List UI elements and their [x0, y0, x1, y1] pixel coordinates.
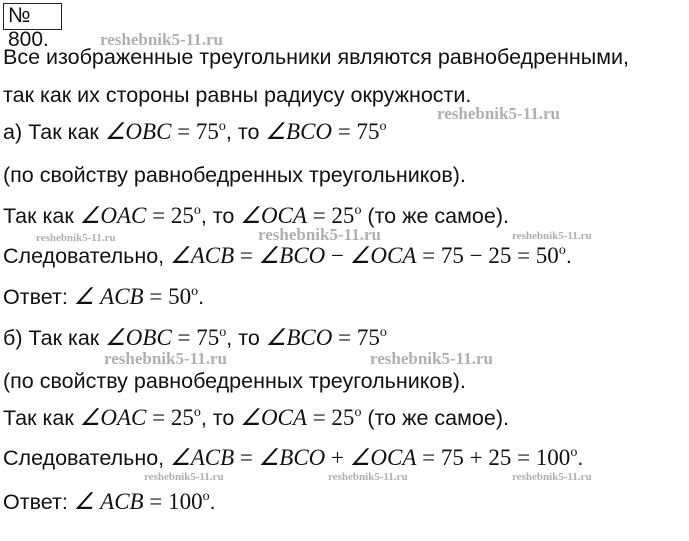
watermark: reshebnik5-11.ru — [144, 471, 224, 483]
degree-sign: o — [379, 119, 387, 134]
text: , то — [200, 204, 241, 228]
value: = 75 — [332, 119, 380, 144]
degree-sign: o — [558, 243, 566, 258]
angle-obc: ∠OBC — [104, 119, 172, 144]
degree-sign: o — [218, 119, 226, 134]
angle-bco: ∠BCO — [258, 445, 326, 470]
calculation: = 75 + 25 = 100 — [416, 445, 571, 470]
angle-acb: ∠ACB — [170, 445, 235, 470]
watermark: reshebnik5-11.ru — [100, 30, 223, 49]
value: = 25 — [306, 405, 355, 430]
intro-line-1: Все изображенные треугольники являются равнобедренными, — [3, 45, 629, 69]
operator: = — [234, 445, 259, 470]
text: . — [198, 285, 205, 309]
part-b-line-3 — [3, 405, 509, 431]
part-a-line-1 — [3, 119, 387, 145]
watermark: reshebnik5-11.ru — [370, 349, 493, 368]
angle-oca: ∠OCA — [240, 405, 307, 430]
angle-acb: ∠ACB — [170, 243, 235, 268]
value: = 75 — [171, 119, 219, 144]
angle-oac: ∠OAC — [79, 203, 147, 228]
text: , то — [226, 326, 266, 350]
text: , то — [200, 406, 241, 430]
degree-sign: o — [379, 325, 387, 340]
part-a-line-3 — [3, 203, 509, 229]
intro-line-2: так как их стороны равны радиусу окружности. — [3, 83, 472, 107]
text: Следовательно, — [3, 446, 171, 470]
watermark: reshebnik5-11.ru — [328, 471, 408, 483]
angle-bco: ∠BCO — [265, 119, 333, 144]
angle-obc: ∠OBC — [105, 325, 172, 350]
degree-sign: o — [202, 489, 210, 504]
value: = 75 — [171, 325, 220, 350]
text: Так как — [3, 204, 80, 228]
degree-sign: o — [191, 284, 199, 299]
value: = 25 — [306, 203, 355, 228]
part-a-line-4 — [3, 243, 572, 269]
answer-value: = 100 — [143, 489, 203, 514]
angle-acb: ∠ ACB — [73, 284, 144, 309]
operator: − — [325, 243, 350, 268]
watermark: reshebnik5-11.ru — [512, 471, 592, 483]
part-b-line-2: (по свойству равнобедренных треугольников). — [3, 369, 466, 393]
value: = 25 — [146, 405, 194, 430]
text: . — [565, 244, 572, 268]
degree-sign: o — [193, 203, 201, 218]
text: Так как — [3, 406, 80, 430]
angle-bco: ∠BCO — [265, 325, 333, 350]
angle-oca: ∠OCA — [349, 445, 417, 470]
watermark: reshebnik5-11.ru — [437, 104, 560, 123]
watermark: reshebnik5-11.ru — [512, 230, 592, 242]
degree-sign: o — [354, 405, 362, 420]
watermark: reshebnik5-11.ru — [258, 225, 381, 244]
calculation: = 75 − 25 = 50 — [416, 243, 559, 268]
degree-sign: o — [219, 325, 227, 340]
angle-oca: ∠OCA — [240, 203, 307, 228]
answer-value: = 50 — [143, 284, 192, 309]
part-a-line-2: (по свойству равнобедренных треугольников). — [3, 163, 466, 187]
text: (то же самое). — [361, 406, 509, 430]
text: а) Так как — [3, 120, 105, 144]
angle-acb: ∠ ACB — [73, 489, 144, 514]
answer-label: Ответ: — [3, 285, 74, 309]
angle-oac: ∠OAC — [79, 405, 147, 430]
watermark: reshebnik5-11.ru — [36, 232, 116, 244]
part-b-line-1 — [3, 325, 387, 351]
degree-sign: o — [193, 405, 201, 420]
angle-bco: ∠BCO — [258, 243, 326, 268]
text: . — [209, 490, 216, 514]
problem-number: № 800. — [3, 3, 62, 30]
part-b-answer — [3, 489, 216, 515]
value: = 25 — [146, 203, 194, 228]
text: , то — [225, 120, 266, 144]
operator: + — [325, 445, 350, 470]
watermark: reshebnik5-11.ru — [104, 349, 227, 368]
degree-sign: o — [354, 203, 362, 218]
part-a-answer — [3, 284, 204, 310]
text: . — [577, 446, 584, 470]
text: б) Так как — [3, 326, 106, 350]
answer-label: Ответ: — [3, 490, 74, 514]
degree-sign: o — [570, 445, 578, 460]
angle-oca: ∠OCA — [349, 243, 417, 268]
operator: = — [234, 243, 259, 268]
value: = 75 — [332, 325, 380, 350]
part-b-line-4 — [3, 445, 583, 471]
text: (то же самое). — [361, 204, 509, 228]
text: Следовательно, — [3, 244, 171, 268]
